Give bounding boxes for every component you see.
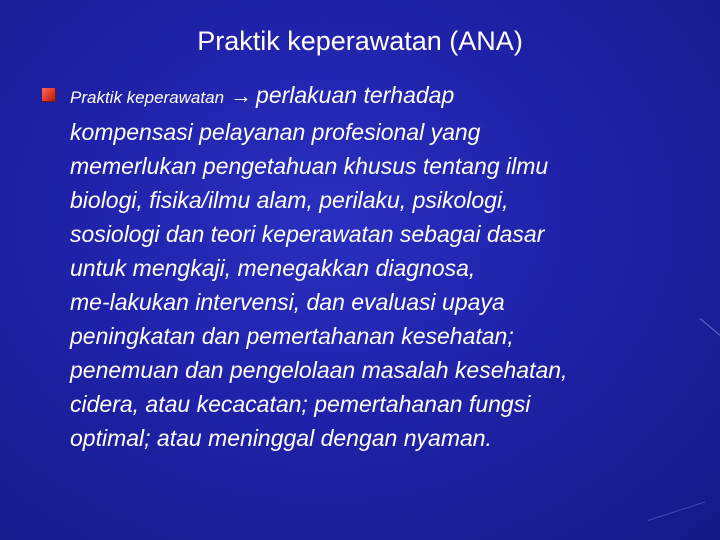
arrow-right-icon: →: [230, 83, 253, 108]
red-square-bullet-icon: [42, 88, 55, 101]
slide-title: Praktik keperawatan (ANA): [197, 26, 523, 56]
body-line: kompensasi pelayanan profesional yang: [70, 119, 481, 145]
body-line: peningkatan dan pemertahanan kesehatan;: [70, 323, 514, 349]
body-line: cidera, atau kecacatan; pemertahanan fungsi: [70, 391, 531, 417]
body-line: optimal; atau meninggal dengan nyaman.: [70, 425, 492, 451]
body-line: sosiologi dan teori keperawatan sebagai dasar: [70, 221, 545, 247]
lead-term: Praktik keperawatan: [70, 88, 225, 107]
body-line: untuk mengkaji, menegakkan diagnosa,: [70, 255, 476, 281]
decorative-streak: [648, 501, 705, 520]
body-line: memerlukan pengetahuan khusus tentang ilmu: [70, 153, 549, 179]
body-line: me-lakukan intervensi, dan evaluasi upaya: [70, 289, 505, 315]
body-line: penemuan dan pengelolaan masalah kesehatan,: [70, 357, 568, 383]
body-line-first: [70, 78, 690, 115]
decorative-streak: [700, 318, 720, 341]
body-line: perlakuan terhadap: [256, 82, 455, 108]
slide-body: [70, 78, 690, 455]
body-line: biologi, fisika/ilmu alam, perilaku, psikologi,: [70, 187, 509, 213]
